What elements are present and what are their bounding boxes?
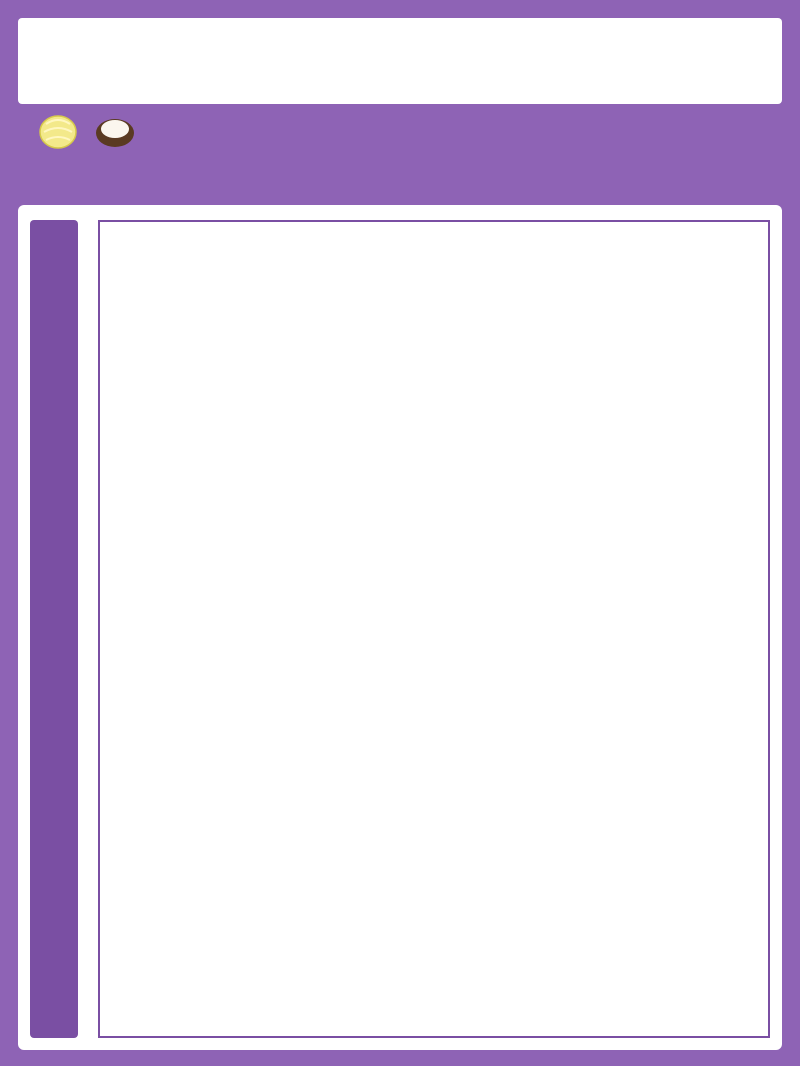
title-box — [18, 18, 782, 104]
meal-time-sidebar — [30, 220, 78, 1038]
schedule-grid — [98, 220, 770, 1038]
fruit-row — [30, 112, 144, 155]
coconut-icon — [94, 113, 136, 154]
melon-icon — [38, 112, 78, 155]
schedule-card — [18, 205, 782, 1050]
